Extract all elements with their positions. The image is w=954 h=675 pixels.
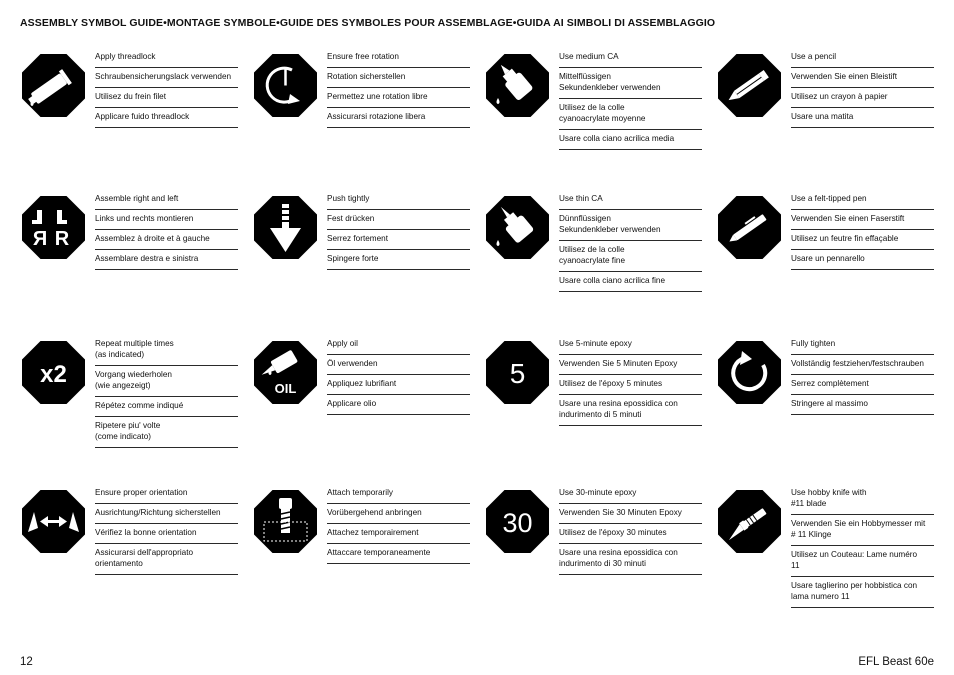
label-english: Use thin CA xyxy=(559,190,702,210)
label-english: Use medium CA xyxy=(559,48,702,68)
symbol-entry xyxy=(254,190,486,335)
symbol-entry xyxy=(718,484,950,634)
label-german: Vorübergehend anbringen xyxy=(327,504,470,524)
label-french: Permettez une rotation libre xyxy=(327,88,470,108)
felt-pen-icon xyxy=(718,196,781,259)
symbol-entry xyxy=(254,48,486,190)
label-french: Utilisez un Couteau: Lame numéro 11 xyxy=(791,546,934,577)
symbol-labels xyxy=(559,190,702,292)
hobby-knife-icon xyxy=(718,490,781,553)
label-english: Use 5-minute epoxy xyxy=(559,335,702,355)
label-english: Apply threadlock xyxy=(95,48,238,68)
label-french: Serrez fortement xyxy=(327,230,470,250)
temporary-bolt-icon xyxy=(254,490,317,553)
label-english: Ensure free rotation xyxy=(327,48,470,68)
label-german: Vorgang wiederholen (wie angezeigt) xyxy=(95,366,238,397)
symbol-entry xyxy=(486,190,718,335)
symbol-glyph: 30 xyxy=(502,508,533,538)
symbol-labels xyxy=(95,484,238,575)
label-french: Serrez complètement xyxy=(791,375,934,395)
label-french: Utilisez un feutre fin effaçable xyxy=(791,230,934,250)
oil-can-icon xyxy=(254,341,317,404)
label-italian: Usare un pennarello xyxy=(791,250,934,270)
label-german: Öl verwenden xyxy=(327,355,470,375)
label-italian: Usare una resina epossidica con indurimento di 5 minuti xyxy=(559,395,702,426)
symbol-labels xyxy=(327,335,470,415)
label-italian: Applicare olio xyxy=(327,395,470,415)
threadlock-tube-icon xyxy=(22,54,85,117)
symbol-glyph: x2 xyxy=(40,361,67,388)
label-german: Verwenden Sie ein Hobbymesser mit # 11 Klinge xyxy=(791,515,934,546)
free-rotation-icon xyxy=(254,54,317,117)
symbol-glyph: OIL xyxy=(274,381,297,396)
symbol-entry xyxy=(718,190,950,335)
symbol-entry xyxy=(486,48,718,190)
thin-ca-bottle-icon xyxy=(486,196,549,259)
label-german: Verwenden Sie einen Faserstift xyxy=(791,210,934,230)
label-german: Dünnflüssigen Sekundenkleber verwenden xyxy=(559,210,702,241)
symbol-labels xyxy=(95,335,238,448)
symbol-labels xyxy=(327,484,470,564)
label-italian: Ripetere piu' volte (come indicato) xyxy=(95,417,238,448)
label-italian: Attaccare temporaneamente xyxy=(327,544,470,564)
label-french: Attachez temporairement xyxy=(327,524,470,544)
label-french: Répétez comme indiqué xyxy=(95,397,238,417)
symbol-labels xyxy=(95,190,238,270)
symbol-labels xyxy=(327,190,470,270)
symbol-labels xyxy=(791,190,934,270)
label-german: Fest drücken xyxy=(327,210,470,230)
label-english: Use a felt-tipped pen xyxy=(791,190,934,210)
label-english: Ensure proper orientation xyxy=(95,484,238,504)
label-italian: Usare una resina epossidica con indurimento di 30 minuti xyxy=(559,544,702,575)
page-number: 12 xyxy=(20,656,33,668)
label-german: Verwenden Sie 5 Minuten Epoxy xyxy=(559,355,702,375)
repeat-x2-icon xyxy=(22,341,85,404)
label-italian: Usare una matita xyxy=(791,108,934,128)
label-french: Appliquez lubrifiant xyxy=(327,375,470,395)
label-italian: Assemblare destra e sinistra xyxy=(95,250,238,270)
fully-tighten-icon xyxy=(718,341,781,404)
label-italian: Assicurarsi rotazione libera xyxy=(327,108,470,128)
label-italian: Stringere al massimo xyxy=(791,395,934,415)
label-italian: Spingere forte xyxy=(327,250,470,270)
orientation-icon xyxy=(22,490,85,553)
label-german: Verwenden Sie einen Bleistift xyxy=(791,68,934,88)
label-italian: Usare colla ciano acrilica fine xyxy=(559,272,702,292)
symbol-entry xyxy=(254,484,486,634)
symbol-labels xyxy=(559,48,702,150)
page-title: ASSEMBLY SYMBOL GUIDE•MONTAGE SYMBOLE•GUIDE DES SYMBOLES POUR ASSEMBLAGE•GUIDA AI SIMBOLI DI ASSEMBLAGGIO xyxy=(20,17,716,29)
symbol-labels xyxy=(327,48,470,128)
label-english: Use 30-minute epoxy xyxy=(559,484,702,504)
epoxy-30-icon xyxy=(486,490,549,553)
label-french: Vérifiez la bonne orientation xyxy=(95,524,238,544)
label-german: Verwenden Sie 30 Minuten Epoxy xyxy=(559,504,702,524)
label-english: Fully tighten xyxy=(791,335,934,355)
label-italian: Assicurarsi dell'appropriato orientamento xyxy=(95,544,238,575)
symbol-labels xyxy=(559,484,702,575)
label-english: Use hobby knife with #11 blade xyxy=(791,484,934,515)
symbol-entry xyxy=(718,335,950,484)
svg-text:R: R xyxy=(54,228,70,250)
symbol-labels xyxy=(791,484,934,608)
epoxy-5-icon xyxy=(486,341,549,404)
label-german: Ausrichtung/Richtung sicherstellen xyxy=(95,504,238,524)
label-german: Schraubensicherungslack verwenden xyxy=(95,68,238,88)
symbol-entry xyxy=(22,190,254,335)
symbol-grid xyxy=(22,48,950,634)
label-french: Utilisez de l'époxy 30 minutes xyxy=(559,524,702,544)
symbol-glyph: 5 xyxy=(509,358,526,389)
svg-text:R: R xyxy=(32,228,48,250)
label-english: Push tightly xyxy=(327,190,470,210)
label-french: Utilisez de l'époxy 5 minutes xyxy=(559,375,702,395)
manual-title: EFL Beast 60e xyxy=(858,656,934,668)
label-french: Assemblez à droite et à gauche xyxy=(95,230,238,250)
symbol-labels xyxy=(791,48,934,128)
symbol-entry xyxy=(22,335,254,484)
label-italian: Usare colla ciano acrilica media xyxy=(559,130,702,150)
label-italian: Applicare fuido threadlock xyxy=(95,108,238,128)
label-german: Links und rechts montieren xyxy=(95,210,238,230)
label-german: Mittelflüssigen Sekundenkleber verwenden xyxy=(559,68,702,99)
symbol-entry xyxy=(22,484,254,634)
label-english: Apply oil xyxy=(327,335,470,355)
label-french: Utilisez un crayon à papier xyxy=(791,88,934,108)
label-english: Attach temporarily xyxy=(327,484,470,504)
label-german: Rotation sicherstellen xyxy=(327,68,470,88)
symbol-labels xyxy=(95,48,238,128)
label-french: Utilisez du frein filet xyxy=(95,88,238,108)
label-german: Vollständig festziehen/festschrauben xyxy=(791,355,934,375)
pencil-icon xyxy=(718,54,781,117)
label-french: Utilisez de la colle cyanoacrylate fine xyxy=(559,241,702,272)
symbol-entry xyxy=(486,335,718,484)
label-italian: Usare taglierino per hobbistica con lama numero 11 xyxy=(791,577,934,608)
right-left-icon xyxy=(22,196,85,259)
symbol-labels xyxy=(559,335,702,426)
label-french: Utilisez de la colle cyanoacrylate moyenne xyxy=(559,99,702,130)
label-english: Assemble right and left xyxy=(95,190,238,210)
symbol-entry xyxy=(22,48,254,190)
medium-ca-bottle-icon xyxy=(486,54,549,117)
symbol-entry xyxy=(254,335,486,484)
symbol-labels xyxy=(791,335,934,415)
symbol-entry xyxy=(718,48,950,190)
label-english: Use a pencil xyxy=(791,48,934,68)
push-arrow-icon xyxy=(254,196,317,259)
label-english: Repeat multiple times (as indicated) xyxy=(95,335,238,366)
symbol-entry xyxy=(486,484,718,634)
